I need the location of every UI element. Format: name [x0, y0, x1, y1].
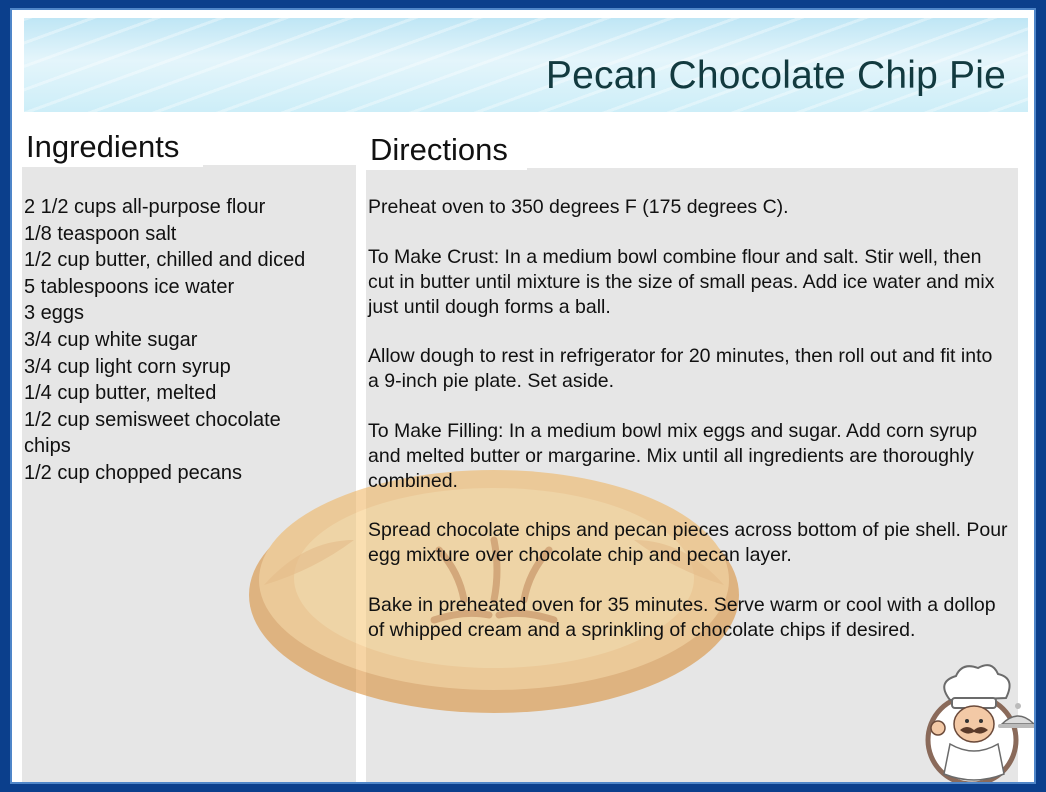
chef-icon: [910, 658, 1036, 784]
ingredients-heading: Ingredients: [22, 127, 203, 167]
recipe-card: [10, 8, 1036, 784]
list-item: 1/4 cup butter, melted: [24, 382, 217, 405]
direction-step: To Make Crust: In a medium bowl combine flour and salt. Stir well, then cut in butter until mixture is the size of small peas. Add ice water and mix just until dough forms a ball.: [368, 245, 995, 318]
list-item: 1/2 cup semisweet chocolate: [24, 408, 281, 431]
direction-step: Allow dough to rest in refrigerator for 20 minutes, then roll out and fit into a 9-inch pie plate. Set aside.: [368, 345, 993, 392]
list-item: chips: [24, 435, 71, 458]
list-item: 3 eggs: [24, 302, 85, 325]
title-banner: [24, 18, 1028, 112]
direction-step: Preheat oven to 350 degrees F (175 degrees C).: [368, 196, 789, 218]
page-title: Pecan Chocolate Chip Pie: [545, 54, 1006, 97]
direction-step: Bake in preheated oven for 35 minutes. Serve warm or cool with a dollop of whipped cream and a sprinkling of chocolate chips if desired.: [368, 593, 996, 641]
direction-step: To Make Filling: In a medium bowl mix eggs and sugar. Add corn syrup and melted butter or margarine. Mix until all ingredients are thoroughly combined.: [368, 419, 978, 492]
list-item: 1/2 cup butter, chilled and diced: [24, 249, 306, 272]
ingredients-list: [24, 194, 354, 487]
list-item: 3/4 cup light corn syrup: [24, 355, 231, 378]
list-item: 2 1/2 cups all-purpose flour: [24, 196, 266, 218]
list-item: 1/2 cup chopped pecans: [24, 461, 242, 484]
list-item: 3/4 cup white sugar: [24, 328, 198, 351]
directions-heading: Directions: [364, 130, 527, 170]
directions-text: [368, 195, 1008, 667]
list-item: 5 tablespoons ice water: [24, 275, 235, 298]
list-item: 1/8 teaspoon salt: [24, 222, 177, 245]
direction-step: Spread chocolate chips and pecan pieces across bottom of pie shell. Pour egg mixture over chocolate chip and pecan layer.: [368, 519, 1008, 566]
